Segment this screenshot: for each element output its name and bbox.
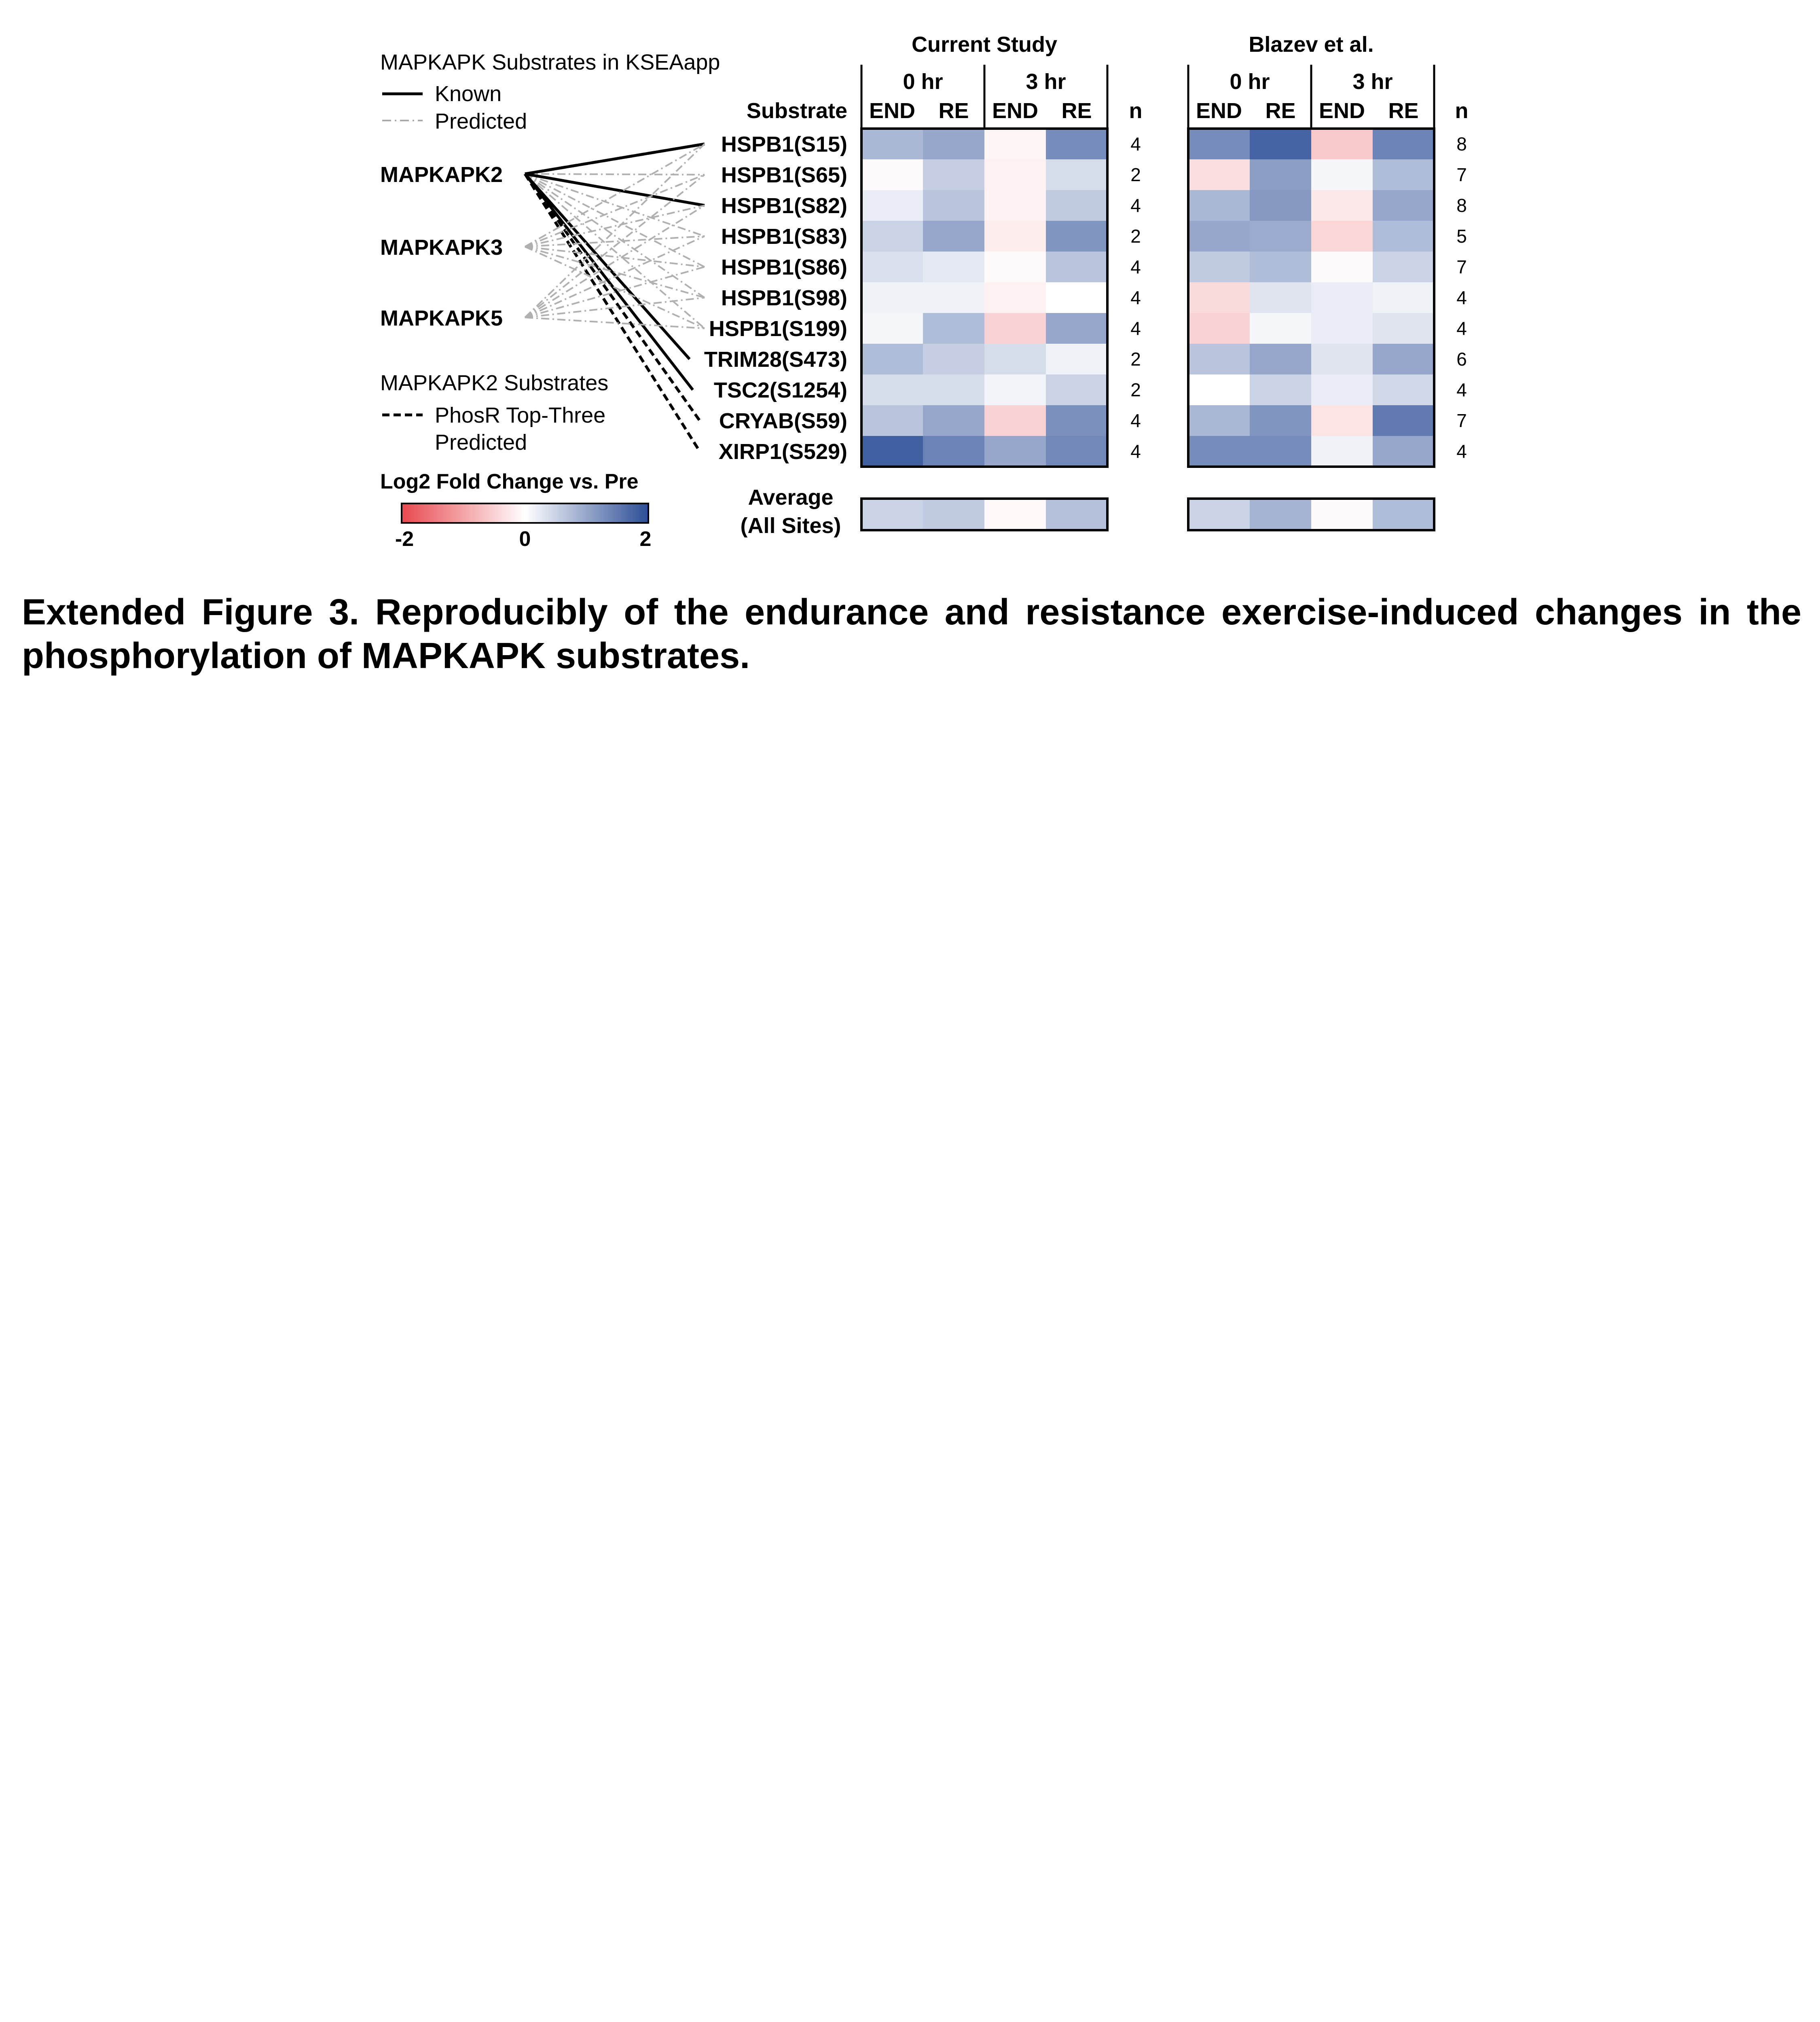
n-value: 4 bbox=[1456, 379, 1467, 400]
heatmap-cell bbox=[1188, 221, 1250, 252]
heatmap-cell bbox=[984, 221, 1046, 252]
heatmap-cell bbox=[1311, 405, 1373, 436]
time-label: 3 hr bbox=[1026, 70, 1066, 94]
study-heatmap bbox=[1188, 32, 1469, 530]
n-value: 8 bbox=[1456, 133, 1467, 154]
n-value: 2 bbox=[1130, 164, 1141, 185]
heatmap-cell bbox=[923, 282, 985, 313]
substrate-label: HSPB1(S86) bbox=[721, 255, 847, 279]
n-header: n bbox=[1129, 99, 1143, 123]
substrate-label: TRIM28(S473) bbox=[704, 347, 847, 372]
n-value: 7 bbox=[1456, 410, 1467, 431]
predicted-legend-label: Predicted bbox=[435, 109, 527, 133]
column-label: RE bbox=[938, 99, 969, 123]
n-value: 6 bbox=[1456, 349, 1467, 370]
average-cell bbox=[1046, 499, 1108, 530]
n-value: 4 bbox=[1456, 318, 1467, 339]
heatmap-cell bbox=[923, 344, 985, 375]
column-label: RE bbox=[1061, 99, 1092, 123]
heatmap-cell bbox=[1250, 313, 1312, 344]
mapkapk-substrate-figure bbox=[0, 0, 1820, 566]
heatmap-cell bbox=[984, 190, 1046, 221]
heatmap-cell bbox=[923, 129, 985, 160]
heatmap-cell bbox=[1311, 436, 1373, 467]
heatmap-cell bbox=[1046, 190, 1108, 221]
heatmap-cell bbox=[1188, 405, 1250, 436]
column-label: END bbox=[1196, 99, 1242, 123]
time-label: 0 hr bbox=[1230, 70, 1270, 94]
n-value: 7 bbox=[1456, 164, 1467, 185]
heatmap-cell bbox=[861, 313, 923, 344]
n-value: 4 bbox=[1130, 195, 1141, 216]
study-title: Blazev et al. bbox=[1249, 32, 1374, 57]
heatmap-cell bbox=[1046, 252, 1108, 283]
average-cell bbox=[1373, 499, 1435, 530]
heatmap-cell bbox=[984, 282, 1046, 313]
heatmap-cell bbox=[1188, 313, 1250, 344]
average-label-line2: (All Sites) bbox=[740, 514, 841, 538]
heatmaps bbox=[861, 32, 1469, 530]
heatmap-cell bbox=[1250, 221, 1312, 252]
n-value: 4 bbox=[1130, 256, 1141, 277]
colorbar-title: Log2 Fold Change vs. Pre bbox=[380, 470, 639, 493]
colorbar bbox=[380, 470, 651, 551]
heatmap-cell bbox=[861, 405, 923, 436]
column-label: RE bbox=[1388, 99, 1419, 123]
predicted-link bbox=[525, 247, 705, 328]
heatmap-cell bbox=[1373, 405, 1435, 436]
time-label: 3 hr bbox=[1352, 70, 1393, 94]
n-header: n bbox=[1455, 99, 1469, 123]
heatmap-cell bbox=[1188, 436, 1250, 467]
heatmap-cell bbox=[1373, 344, 1435, 375]
n-value: 4 bbox=[1456, 287, 1467, 308]
phosr-legend-label-line2: Predicted bbox=[435, 430, 527, 455]
heatmap-cell bbox=[1250, 252, 1312, 283]
heatmap-cell bbox=[1311, 313, 1373, 344]
n-value: 4 bbox=[1130, 410, 1141, 431]
average-cell bbox=[1311, 499, 1373, 530]
colorbar-tick-max: 2 bbox=[639, 527, 652, 551]
heatmap-cell bbox=[1188, 129, 1250, 160]
heatmap-cell bbox=[923, 313, 985, 344]
predicted-link bbox=[525, 174, 705, 267]
heatmap-cell bbox=[1046, 436, 1108, 467]
heatmap-cell bbox=[923, 374, 985, 406]
substrate-label: HSPB1(S199) bbox=[709, 317, 847, 341]
heatmap-cell bbox=[861, 252, 923, 283]
substrate-label: XIRP1(S529) bbox=[718, 440, 847, 464]
heatmap-cell bbox=[1373, 159, 1435, 190]
heatmap-cell bbox=[984, 344, 1046, 375]
heatmap-cell bbox=[1046, 282, 1108, 313]
n-value: 2 bbox=[1130, 349, 1141, 370]
colorbar-tick-mid: 0 bbox=[519, 527, 531, 551]
known-link bbox=[525, 174, 693, 390]
heatmap-cell bbox=[1046, 344, 1108, 375]
known-link bbox=[525, 174, 705, 205]
heatmap-cell bbox=[923, 159, 985, 190]
heatmap-cell bbox=[1250, 129, 1312, 160]
heatmap-cell bbox=[1250, 344, 1312, 375]
heatmap-cell bbox=[1188, 159, 1250, 190]
heatmap-cell bbox=[984, 436, 1046, 467]
heatmap-cell bbox=[1373, 190, 1435, 221]
heatmap-cell bbox=[1311, 252, 1373, 283]
heatmap-cell bbox=[1046, 374, 1108, 406]
n-value: 4 bbox=[1130, 133, 1141, 154]
heatmap-cell bbox=[1373, 282, 1435, 313]
heatmap-cell bbox=[1188, 344, 1250, 375]
time-label: 0 hr bbox=[903, 70, 943, 94]
kinase-label: MAPKAPK3 bbox=[380, 235, 503, 260]
predicted-link bbox=[525, 247, 705, 267]
substrate-column-header: Substrate bbox=[746, 99, 847, 123]
kinase-label: MAPKAPK2 bbox=[380, 163, 503, 187]
heatmap-cell bbox=[984, 374, 1046, 406]
heatmap-cell bbox=[1046, 313, 1108, 344]
heatmap-cell bbox=[1250, 405, 1312, 436]
heatmap-cell bbox=[1046, 405, 1108, 436]
heatmap-cell bbox=[1250, 374, 1312, 406]
colorbar-gradient bbox=[402, 503, 648, 523]
n-value: 4 bbox=[1456, 441, 1467, 462]
study-heatmap bbox=[861, 32, 1143, 530]
heatmap-cell bbox=[923, 190, 985, 221]
heatmap-cell bbox=[923, 436, 985, 467]
n-value: 4 bbox=[1130, 287, 1141, 308]
heatmap-cell bbox=[923, 252, 985, 283]
n-value: 4 bbox=[1130, 318, 1141, 339]
n-value: 5 bbox=[1456, 226, 1467, 247]
substrate-label: CRYAB(S59) bbox=[719, 409, 847, 433]
heatmap-cell bbox=[1250, 190, 1312, 221]
heatmap-cell bbox=[1311, 282, 1373, 313]
ksea-legend-title: MAPKAPK Substrates in KSEAapp bbox=[380, 50, 720, 74]
heatmap-cell bbox=[1373, 436, 1435, 467]
heatmap-cell bbox=[1188, 252, 1250, 283]
heatmap-cell bbox=[1250, 159, 1312, 190]
heatmap-cell bbox=[861, 374, 923, 406]
heatmap-cell bbox=[1373, 252, 1435, 283]
kinase-label: MAPKAPK5 bbox=[380, 306, 503, 330]
heatmap-cell bbox=[861, 129, 923, 160]
colorbar-tick-min: -2 bbox=[395, 527, 414, 551]
heatmap-cell bbox=[1311, 221, 1373, 252]
column-label: END bbox=[992, 99, 1039, 123]
heatmap-cell bbox=[1373, 129, 1435, 160]
heatmap-cell bbox=[984, 252, 1046, 283]
heatmap-cell bbox=[1046, 129, 1108, 160]
heatmap-cell bbox=[923, 221, 985, 252]
heatmap-cell bbox=[984, 313, 1046, 344]
heatmap-cell bbox=[1250, 436, 1312, 467]
average-cell bbox=[923, 499, 985, 530]
phosr-legend-label-line1: PhosR Top-Three bbox=[435, 403, 606, 427]
average-cell bbox=[1188, 499, 1250, 530]
heatmap-cell bbox=[861, 344, 923, 375]
heatmap-cell bbox=[1311, 129, 1373, 160]
n-value: 8 bbox=[1456, 195, 1467, 216]
heatmap-cell bbox=[1311, 190, 1373, 221]
heatmap-cell bbox=[1250, 282, 1312, 313]
heatmap-cell bbox=[1046, 221, 1108, 252]
kinase-labels bbox=[380, 163, 503, 330]
substrate-label: HSPB1(S82) bbox=[721, 194, 847, 218]
predicted-link bbox=[525, 174, 705, 175]
heatmap-cell bbox=[861, 190, 923, 221]
substrate-label: HSPB1(S15) bbox=[721, 132, 847, 157]
substrate-label: HSPB1(S98) bbox=[721, 286, 847, 310]
predicted-link bbox=[525, 298, 705, 317]
heatmap-cell bbox=[923, 405, 985, 436]
figure-caption: Extended Figure 3. Reproducibly of the endurance and resistance exercise-induced changes in the phosphorylation of MAPKAPK substrates. bbox=[22, 592, 1801, 676]
n-value: 7 bbox=[1456, 256, 1467, 277]
average-cell bbox=[984, 499, 1046, 530]
column-label: END bbox=[869, 99, 916, 123]
heatmap-cell bbox=[861, 221, 923, 252]
heatmap-cell bbox=[1373, 221, 1435, 252]
substrate-labels bbox=[704, 99, 847, 538]
heatmap-cell bbox=[984, 405, 1046, 436]
heatmap-cell bbox=[1188, 190, 1250, 221]
heatmap-cell bbox=[1046, 159, 1108, 190]
heatmap-cell bbox=[1373, 374, 1435, 406]
average-label-line1: Average bbox=[748, 485, 834, 510]
heatmap-cell bbox=[1188, 374, 1250, 406]
substrate-label: HSPB1(S65) bbox=[721, 163, 847, 187]
column-label: END bbox=[1318, 99, 1365, 123]
column-label: RE bbox=[1265, 99, 1296, 123]
heatmap-cell bbox=[861, 282, 923, 313]
average-cell bbox=[861, 499, 923, 530]
n-value: 2 bbox=[1130, 226, 1141, 247]
heatmap-cell bbox=[1373, 313, 1435, 344]
heatmap-cell bbox=[984, 129, 1046, 160]
study-title: Current Study bbox=[911, 32, 1058, 57]
mk2-legend-title: MAPKAPK2 Substrates bbox=[380, 371, 609, 395]
heatmap-cell bbox=[984, 159, 1046, 190]
heatmap-cell bbox=[1311, 344, 1373, 375]
heatmap-cell bbox=[861, 436, 923, 467]
n-value: 4 bbox=[1130, 441, 1141, 462]
heatmap-cell bbox=[1311, 159, 1373, 190]
n-value: 2 bbox=[1130, 379, 1141, 400]
known-legend-label: Known bbox=[435, 82, 502, 106]
average-cell bbox=[1250, 499, 1312, 530]
heatmap-cell bbox=[1311, 374, 1373, 406]
substrate-label: TSC2(S1254) bbox=[713, 378, 847, 402]
heatmap-cell bbox=[861, 159, 923, 190]
heatmap-cell bbox=[1188, 282, 1250, 313]
substrate-label: HSPB1(S83) bbox=[721, 224, 847, 249]
